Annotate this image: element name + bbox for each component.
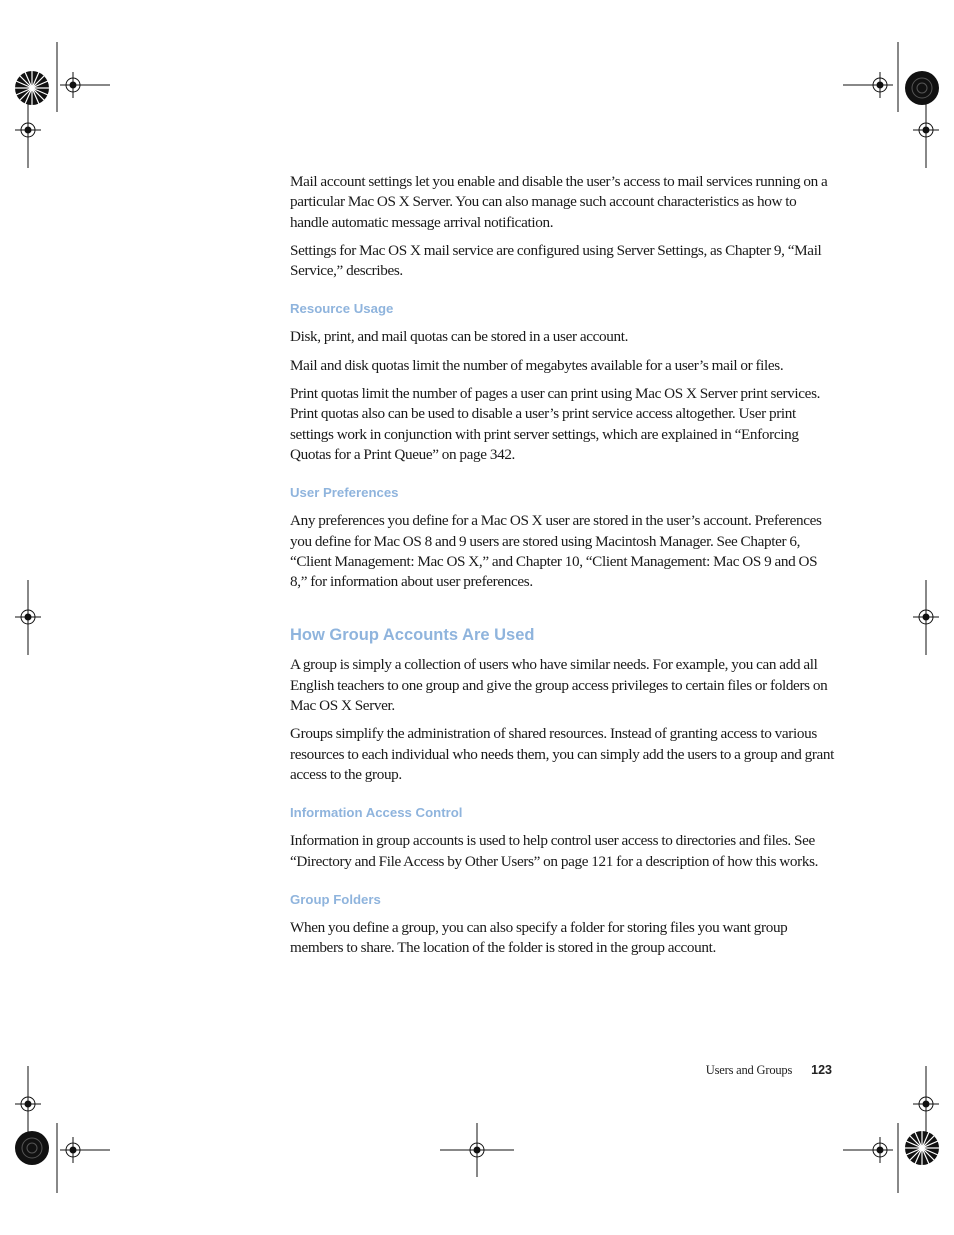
paragraph: Information in group accounts is used to help control user access to directories and files. See “Directory and File Access by Other Users” on page 121 for a description of how this works. [290, 832, 819, 870]
paragraph: Settings for Mac OS X mail service are configured using Server Settings, as Chapter 9, “Mail Service,” describes. [290, 241, 822, 280]
page-body [290, 172, 835, 966]
paragraph: A group is simply a collection of users who have similar needs. For example, you can add all English teachers to one group and give the group access privileges to certain files or folders on Mac OS X Server. [290, 656, 828, 715]
section-heading-group-accounts: How Group Accounts Are Used [290, 626, 535, 645]
paragraph: Any preferences you define for a Mac OS X user are stored in the user’s account. Preferences you define for Mac OS 8 and 9 users are stored using Macintosh Manager. See Chapter 6, “Client Management: Mac OS X,” and Chapter 10, “Client Management: Mac OS 9 and OS 8,” for information about user preferences. [290, 512, 822, 591]
paragraph: Groups simplify the administration of shared resources. Instead of granting access to various resources to each individual who needs them, you can simply add the users to a group and grant access to the group. [290, 725, 835, 783]
section-heading-resource-usage: Resource Usage [290, 301, 394, 317]
page-number: 123 [811, 1063, 832, 1077]
paragraph: Print quotas limit the number of pages a user can print using Mac OS X Server print services. Print quotas also can be used to disable a user’s print service access altogether. User print settings work in conjunction with print server settings, which are explained in “Enforcing Quotas for a Print Queue” on page 342. [290, 385, 821, 463]
section-heading-group-folders: Group Folders [290, 891, 381, 907]
paragraph: Mail and disk quotas limit the number of megabytes available for a user’s mail or files. [290, 356, 784, 374]
paragraph: When you define a group, you can also specify a folder for storing files you want group members to share. The location of the folder is stored in the group account. [290, 918, 788, 957]
section-heading-user-preferences: User Preferences [290, 485, 399, 501]
section-heading-information-access-control: Information Access Control [290, 805, 463, 821]
page-footer [706, 1063, 832, 1078]
footer-section-title: Users and Groups [705, 1063, 793, 1077]
paragraph: Mail account settings let you enable and disable the user’s access to mail services running on a particular Mac OS X Server. You can also manage such account characteristics as how to handle automatic message arrival notification. [290, 173, 828, 231]
paragraph: Disk, print, and mail quotas can be stored in a user account. [290, 328, 629, 346]
